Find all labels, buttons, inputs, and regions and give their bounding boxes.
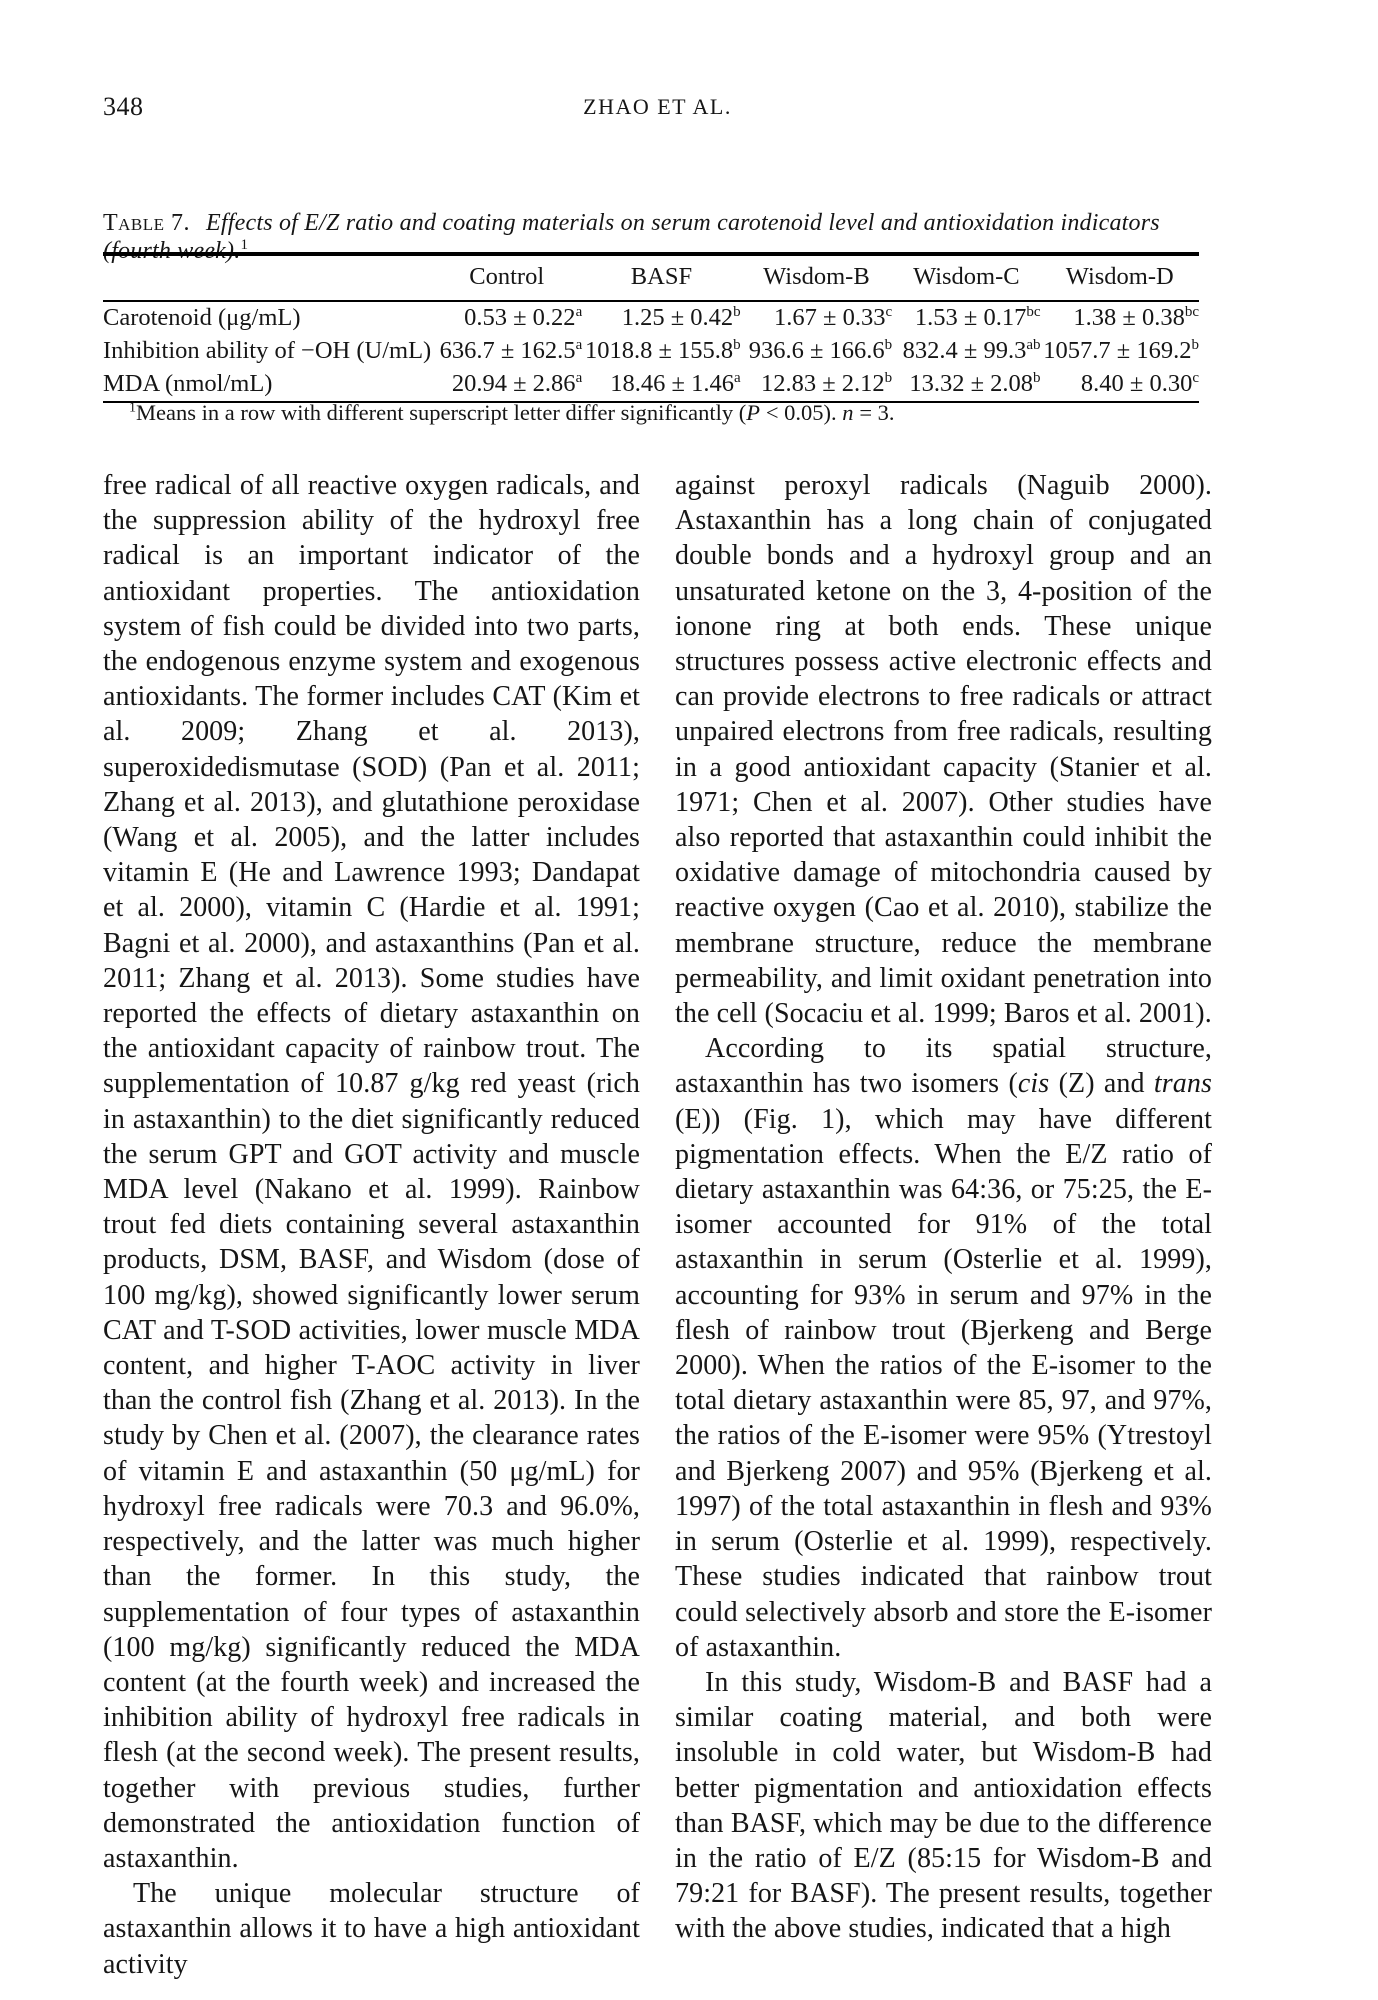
cell-value (582, 368, 740, 402)
table-row (103, 335, 1199, 368)
paragraph-text: According to its spatial structure, astaxanthin has two isomers ( (675, 1033, 1212, 1100)
page-number: 348 (103, 92, 144, 121)
cell-value (431, 368, 582, 402)
table-caption-label: Table 7. (103, 210, 191, 236)
left-column (103, 468, 640, 1982)
value-text: 1.67 ± 0.33 (774, 304, 886, 331)
paragraph: against peroxyl radicals (Naguib 2000). Astaxanthin has a long chain of conjugated double bonds and a hydroxyl group and an unsaturated ketone on the 3, 4-position of the ionone ring at both ends. These unique structures possess active electronic effects and can provide electrons to free radicals or attract unpaired electrons from free radicals, resulting in a good antioxidant capacity (Stanier et al. 1971; Chen et al. 2007). Other studies have also reported that astaxanthin could inhibit the oxidative damage of mitochondria caused by reactive oxygen (Cao et al. 2010), stabilize the membrane structure, reduce the membrane permeability, and limit oxidant penetration into the cell (Socaciu et al. 1999; Baros et al. 2001). (675, 470, 1212, 1030)
cell-value (741, 368, 893, 402)
footnote-text: = 3. (853, 400, 895, 425)
value-superscript: b (884, 369, 893, 386)
value-text: 936.6 ± 166.6 (748, 337, 885, 364)
value-superscript: a (734, 369, 741, 386)
value-superscript: c (885, 303, 893, 320)
cell-value (892, 301, 1040, 335)
value-text: 1057.7 ± 169.2 (1043, 337, 1192, 364)
value-superscript: b (884, 336, 893, 353)
footnote-p-symbol: P (746, 400, 761, 425)
running-head-row (103, 92, 1212, 122)
table-caption-text: Effects of E/Z ratio and coating materials on serum carotenoid level and antioxidation indicators (fourth week). (103, 210, 1160, 264)
cell-value (431, 335, 582, 368)
table-row (103, 368, 1199, 402)
value-superscript: bc (1026, 303, 1041, 320)
right-column (675, 468, 1212, 1982)
value-text: 636.7 ± 162.5 (439, 337, 576, 364)
cell-value (582, 335, 740, 368)
value-superscript: b (1191, 336, 1199, 353)
value-superscript: a (575, 336, 583, 353)
value-text: 1.38 ± 0.38 (1073, 304, 1185, 331)
value-superscript: b (733, 336, 741, 353)
paragraph-text: (E)) (Fig. 1), which may have different pigmentation effects. When the E/Z ratio of dietary astaxanthin was 64:36, or 75:25, the E-isomer accounted for 91% of the total astaxanthin in serum (Osterlie et al. 1999), accounting for 93% in serum and 97% in the flesh of rainbow trout (Bjerkeng and Berge 2000). When the ratios of the E-isomer to the total dietary astaxanthin were 85, 97, and 97%, the ratios of the E-isomer were 95% (Ytrestoyl and Bjerkeng 2007) and 95% (Bjerkeng et al. 1997) of the total astaxanthin in flesh and 93% in serum (Osterlie et al. 1999), respectively. These studies indicated that rainbow trout could selectively absorb and store the E-isomer of astaxanthin. (675, 1103, 1212, 1663)
footnote-n-symbol: n (842, 400, 854, 425)
value-superscript: b (1033, 369, 1041, 386)
row-label: Carotenoid (μg/mL) (103, 304, 301, 331)
results-table (103, 252, 1199, 403)
value-text: 18.46 ± 1.46 (610, 370, 734, 397)
cell-value (431, 301, 582, 335)
paragraph: In this study, Wisdom-B and BASF had a similar coating material, and both were insoluble in cold water, but Wisdom-B had better pigmentation and antioxidation effects than BASF, which may be due to the difference in the ratio of E/Z (85:15 for Wisdom-B and 79:21 for BASF). The present results, together with the above studies, indicated that a high (675, 1666, 1212, 1945)
paragraph-text: (Z) and (1049, 1068, 1154, 1100)
cell-value (741, 335, 893, 368)
value-text: 0.53 ± 0.22 (464, 304, 576, 331)
value-text: 1.53 ± 0.17 (914, 304, 1027, 331)
value-text: 20.94 ± 2.86 (451, 370, 576, 397)
column-header-wisdom-b: Wisdom-B (741, 254, 893, 301)
column-header-basf: BASF (582, 254, 740, 301)
value-superscript: a (575, 369, 583, 386)
cell-value (1041, 335, 1199, 368)
paragraph: free radical of all reactive oxygen radicals, and the suppression ability of the hydroxyl free radical is an important indicator of the antioxidant properties. The antioxidation system of fish could be divided into two parts, the endogenous enzyme system and exogenous antioxidants. The former includes CAT (Kim et al. 2009; Zhang et al. 2013), superoxidedismutase (SOD) (Pan et al. 2011; Zhang et al. 2013), and glutathione peroxidase (Wang et al. 2005), and the latter includes vitamin E (He and Lawrence 1993; Dandapat et al. 2000), vitamin C (Hardie et al. 1991; Bagni et al. 2000), and astaxanthins (Pan et al. 2011; Zhang et al. 2013). Some studies have reported the effects of dietary astaxanthin on the antioxidant capacity of rainbow trout. The supplementation of 10.87 g/kg red yeast (rich in astaxanthin) to the diet significantly reduced the serum GPT and GOT activity and muscle MDA level (Nakano et al. 1999). Rainbow trout fed diets containing several astaxanthin products, DSM, BASF, and Wisdom (dose of 100 mg/kg), showed significantly lower serum CAT and T-SOD activities, lower muscle MDA content, and higher T-AOC activity in liver than the control fish (Zhang et al. 2013). In the study by Chen et al. (2007), the clearance rates of vitamin E and astaxanthin (50 μg/mL) for hydroxyl free radicals were 70.3 and 96.0%, respectively, and the latter was much higher than the former. In this study, the supplementation of four types of astaxanthin (100 mg/kg) significantly reduced the MDA content (at the fourth week) and increased the inhibition ability of hydroxyl free radicals in flesh (at the second week). The present results, together with previous studies, further demonstrated the antioxidation function of astaxanthin. (103, 470, 640, 1874)
row-label: Inhibition ability of −OH (U/mL) (103, 337, 432, 364)
cis-italic: cis (1017, 1068, 1050, 1100)
paragraph: The unique molecular structure of astaxanthin allows it to have a high antioxidant activity (103, 1878, 640, 1980)
table-footnote (103, 400, 1203, 426)
cell-value (1041, 301, 1199, 335)
cell-value (582, 301, 740, 335)
cell-value (741, 301, 893, 335)
cell-value (892, 335, 1040, 368)
value-text: 832.4 ± 99.3 (902, 337, 1027, 364)
table-header-row (103, 254, 1199, 301)
column-header-wisdom-d: Wisdom-D (1041, 254, 1199, 301)
value-text: 8.40 ± 0.30 (1080, 370, 1193, 397)
footnote-marker: 1 (129, 400, 136, 416)
table-caption-footnote-marker: 1 (240, 237, 248, 253)
value-superscript: bc (1184, 303, 1199, 320)
value-superscript: a (575, 303, 583, 320)
trans-italic: trans (1153, 1068, 1212, 1100)
value-superscript: c (1192, 369, 1199, 386)
running-head: ZHAO ET AL. (583, 94, 732, 119)
value-text: 1018.8 ± 155.8 (584, 337, 734, 364)
results-table-wrap (103, 252, 1199, 403)
table-row (103, 301, 1199, 335)
value-text: 1.25 ± 0.42 (621, 304, 734, 331)
cell-value (892, 368, 1040, 402)
table-header-empty (103, 254, 431, 301)
cell-value (1041, 368, 1199, 402)
column-header-control: Control (431, 254, 582, 301)
footnote-text: Means in a row with different superscript letter differ significantly ( (136, 400, 747, 425)
row-label: MDA (nmol/mL) (103, 370, 273, 397)
body-text (103, 468, 1212, 1982)
value-text: 12.83 ± 2.12 (760, 370, 885, 397)
value-text: 13.32 ± 2.08 (909, 370, 1034, 397)
footnote-text: < 0.05). (760, 400, 843, 425)
paragraph (675, 1031, 1212, 1665)
value-superscript: ab (1026, 336, 1041, 353)
column-header-wisdom-c: Wisdom-C (892, 254, 1040, 301)
value-superscript: b (733, 303, 741, 320)
